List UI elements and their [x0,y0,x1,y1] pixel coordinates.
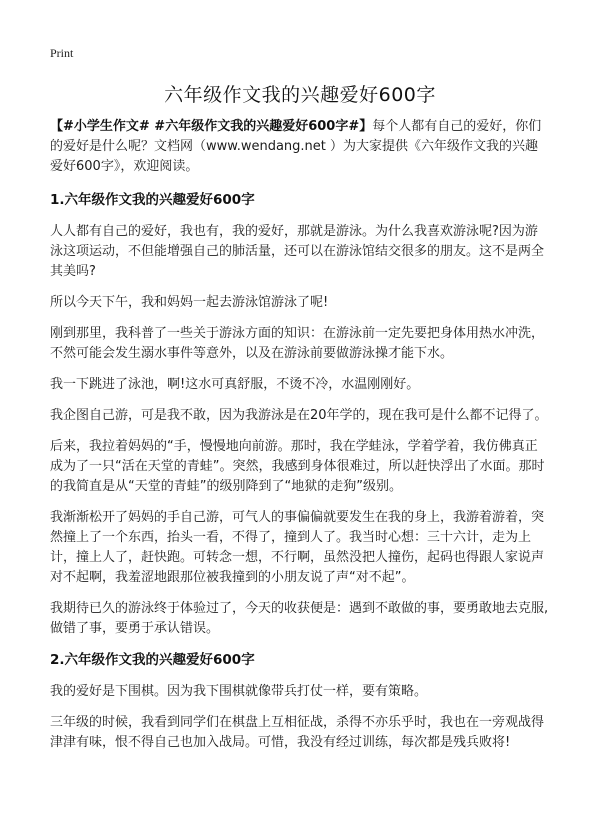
section-2 [50,650,550,753]
print-label[interactable]: Print [50,46,74,60]
paragraph: 人人都有自己的爱好，我也有，我的爱好，那就是游泳。为什么我喜欢游泳呢?因为游泳这项运动，不但能增强自己的肺活量，还可以在游泳馆结交很多的朋友。这不是两全其美吗? [50,224,545,279]
document-body [50,117,550,764]
paragraph: 我的爱好是下围棋。因为我下围棋就像带兵打仗一样，要有策略。 [50,684,428,699]
section-heading: 2.六年级作文我的兴趣爱好600字 [50,652,255,668]
page-title: 六年级作文我的兴趣爱好600字 [164,84,436,106]
paragraph: 我渐渐松开了妈妈的手自己游，可气人的事偏偏就要发生在我的身上，我游着游着，突然撞上了一个东西，抬头一看，不得了，撞到人了。我当时心想：三十六计，走为上计，撞上人了，赶快跑。可转念一想，不行啊，虽然没把人撞伤，起码也得跟人家说声对不起啊，我羞涩地跟那位被我撞到的小朋友说了声“对不起”。 [50,510,545,585]
paragraph: 三年级的时候，我看到同学们在棋盘上互相征战，杀得不亦乐乎时，我也在一旁观战得津津有味，恨不得自己也加入战局。可惜，我没有经过训练，每次都是残兵败将! [50,715,545,750]
intro-paragraph [50,117,550,177]
intro-tag: 【#小学生作文# #六年级作文我的兴趣爱好600字#】 [50,119,373,134]
paragraph: 后来，我拉着妈妈的“手，慢慢地向前游。那时，我在学蛙泳，学着学着，我仿佛真正成为了一只“活在天堂的青蛙”。突然，我感到身体很难过，所以赶快浮出了水面。那时的我简直是从“天堂的青蛙”的级别降到了“地狱的走狗”级别。 [50,439,545,494]
paragraph: 我一下跳进了泳池，啊!这水可真舒服，不烫不冷，水温刚刚好。 [50,377,420,392]
intro-text: 每个人都有自己的爱好，你们的爱好是什么呢？文档网（www.wendang.net ）为大家提供《六年级作文我的兴趣爱好600字》，欢迎阅读。 [50,119,542,174]
paragraph: 所以今天下午，我和妈妈一起去游泳馆游泳了呢! [50,295,329,310]
paragraph: 刚到那里，我科普了一些关于游泳方面的知识：在游泳前一定先要把身体用热水冲洗，不然可能会发生溺水事件等意外，以及在游泳前要做游泳操才能下水。 [50,326,545,361]
section-heading: 1.六年级作文我的兴趣爱好600字 [50,192,255,208]
section-1 [50,190,550,639]
paragraph: 我期待已久的游泳终于体验过了，今天的收获便是：遇到不敢做的事，要勇敢地去克服,做错了事，要勇于承认错误。 [50,601,549,636]
paragraph: 我企图自己游，可是我不敢，因为我游泳是在20年学的，现在我可是什么都不记得了。 [50,408,548,423]
